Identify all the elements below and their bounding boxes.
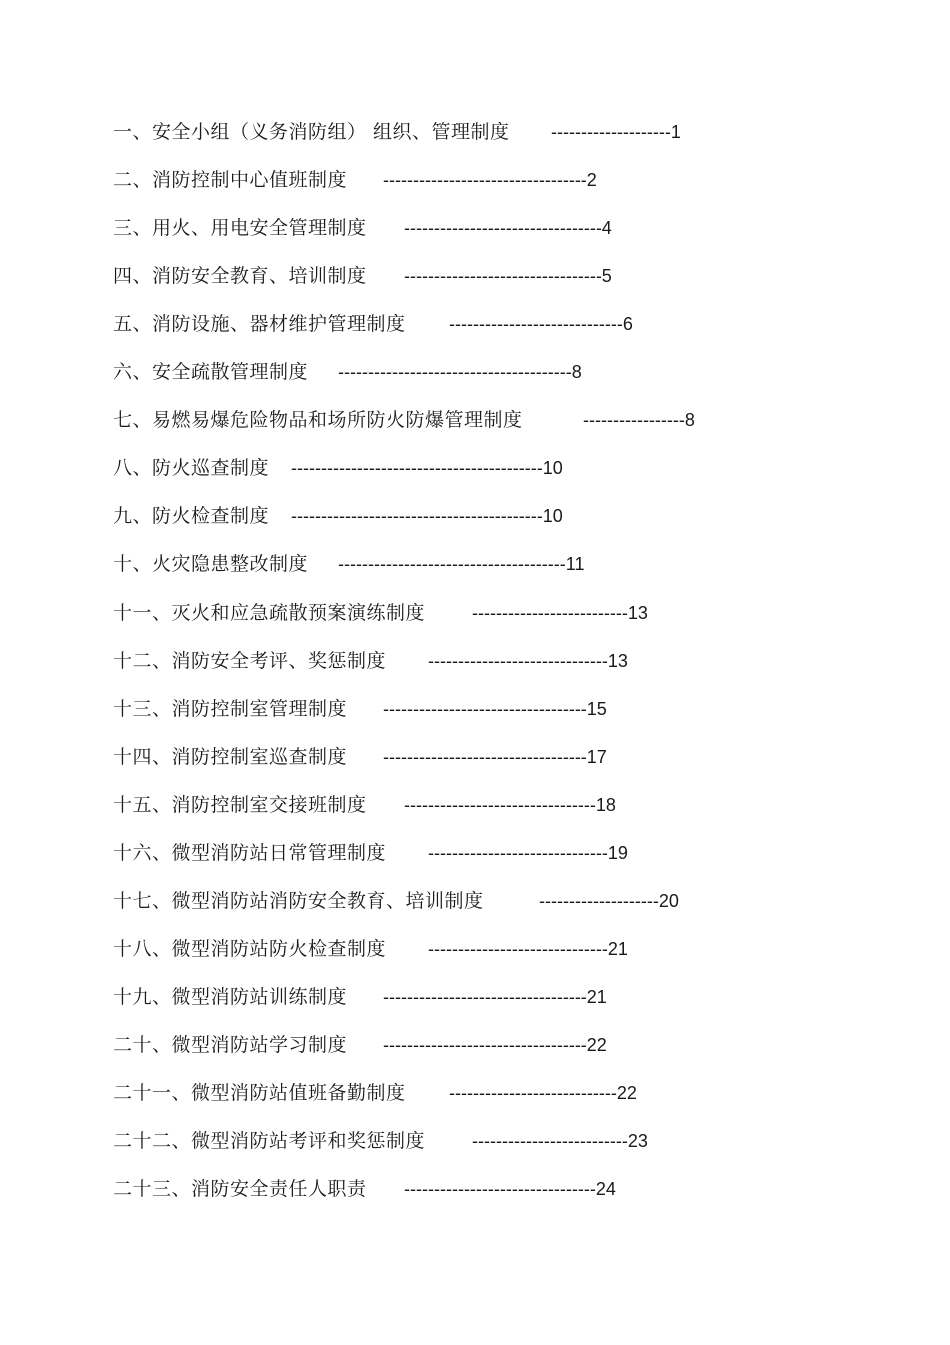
toc-entry-leader-page: ---------------------------------5 [404,266,612,287]
toc-entry[interactable] [0,742,950,772]
toc-entry-title: 十六、微型消防站日常管理制度 [113,841,387,864]
toc-entry-title: 十三、消防控制室管理制度 [113,697,348,720]
toc-entry[interactable] [0,261,950,291]
toc-entry-leader-page: --------------------------------------11 [338,554,585,575]
toc-entry[interactable] [0,790,950,820]
toc-entry-leader-page: ------------------------------------------10 [291,458,563,479]
toc-entry-leader-page: -----------------------------6 [449,314,633,335]
toc-entry-title: 七、易燃易爆危险物品和场所防火防爆管理制度 [113,409,523,432]
toc-entry-leader-page: ----------------------------------22 [383,1034,607,1055]
toc-entry-title: 二十二、微型消防站考评和奖惩制度 [113,1130,426,1153]
toc-entry-leader-page: ------------------------------------------10 [291,506,563,527]
toc-entry[interactable] [0,309,950,339]
toc-entry-leader-page: ----------------------------22 [449,1083,637,1103]
toc-entry-leader-page: --------------------------------18 [404,794,616,815]
toc-entry-title: 十、火灾隐患整改制度 [113,553,309,576]
toc-entry-title: 五、消防设施、器材维护管理制度 [113,313,406,336]
toc-entry[interactable] [0,982,950,1012]
toc-entry[interactable] [0,886,950,916]
toc-entry-title: 二十一、微型消防站值班备勤制度 [113,1082,406,1104]
toc-entry-title: 十九、微型消防站训练制度 [113,985,348,1008]
toc-entry-leader-page: -----------------8 [583,410,695,431]
toc-entry-leader-page: --------------------------13 [472,602,648,623]
toc-entry-title: 一、安全小组（义务消防组） 组织、管理制度 [113,121,510,143]
toc-entry[interactable] [0,357,950,387]
toc-entry-leader-page: --------------------------------24 [404,1179,616,1200]
toc-entry-title: 九、防火检查制度 [113,505,270,528]
toc-entry-leader-page: ----------------------------------17 [383,746,607,767]
toc-entry-title: 十八、微型消防站防火检查制度 [113,937,387,960]
toc-entry-leader-page: --------------------20 [539,890,679,911]
toc-entry-leader-page: ----------------------------------2 [383,170,597,191]
toc-entry-title: 十四、消防控制室巡查制度 [113,745,348,768]
toc-entry-title: 二十、微型消防站学习制度 [113,1033,348,1056]
toc-entry[interactable] [0,646,950,676]
toc-entry-title: 十五、消防控制室交接班制度 [113,793,367,816]
toc-entry[interactable] [0,453,950,483]
toc-entry-title: 八、防火巡查制度 [113,457,270,480]
toc-entry[interactable] [0,838,950,868]
toc-entry-title: 三、用火、用电安全管理制度 [113,217,367,240]
toc-entry-leader-page: --------------------1 [551,122,681,142]
toc-entry-title: 四、消防安全教育、培训制度 [113,265,367,288]
toc-entry[interactable] [0,1174,950,1204]
toc-entry-title: 十二、消防安全考评、奖惩制度 [113,649,387,672]
toc-entry[interactable] [0,117,950,147]
toc-entry[interactable] [0,1078,950,1108]
toc-entry-title: 二、消防控制中心值班制度 [113,169,348,192]
toc-entry-leader-page: ------------------------------13 [428,650,628,671]
toc-entry-title: 六、安全疏散管理制度 [113,361,309,384]
toc-entry-leader-page: ---------------------------------------8 [338,362,582,383]
toc-entry[interactable] [0,213,950,243]
toc-entry[interactable] [0,934,950,964]
toc-entry-title: 二十三、消防安全责任人职责 [113,1178,367,1201]
toc-entry-leader-page: ------------------------------19 [428,842,628,863]
toc-entry[interactable] [0,405,950,435]
toc-entry-leader-page: ----------------------------------21 [383,986,607,1007]
toc-entry-leader-page: --------------------------23 [472,1131,648,1152]
toc-entry[interactable] [0,694,950,724]
toc-entry-title: 十一、灭火和应急疏散预案演练制度 [113,601,426,624]
toc-entry-leader-page: ----------------------------------15 [383,698,607,719]
toc-entry[interactable] [0,1126,950,1156]
toc-entry[interactable] [0,549,950,579]
toc-entry-leader-page: ------------------------------21 [428,938,628,959]
toc-entry-leader-page: ---------------------------------4 [404,218,612,239]
toc-entry[interactable] [0,501,950,531]
toc-entry[interactable] [0,1030,950,1060]
toc-entry[interactable] [0,165,950,195]
toc-entry-title: 十七、微型消防站消防安全教育、培训制度 [113,889,484,912]
toc-entry[interactable] [0,598,950,628]
